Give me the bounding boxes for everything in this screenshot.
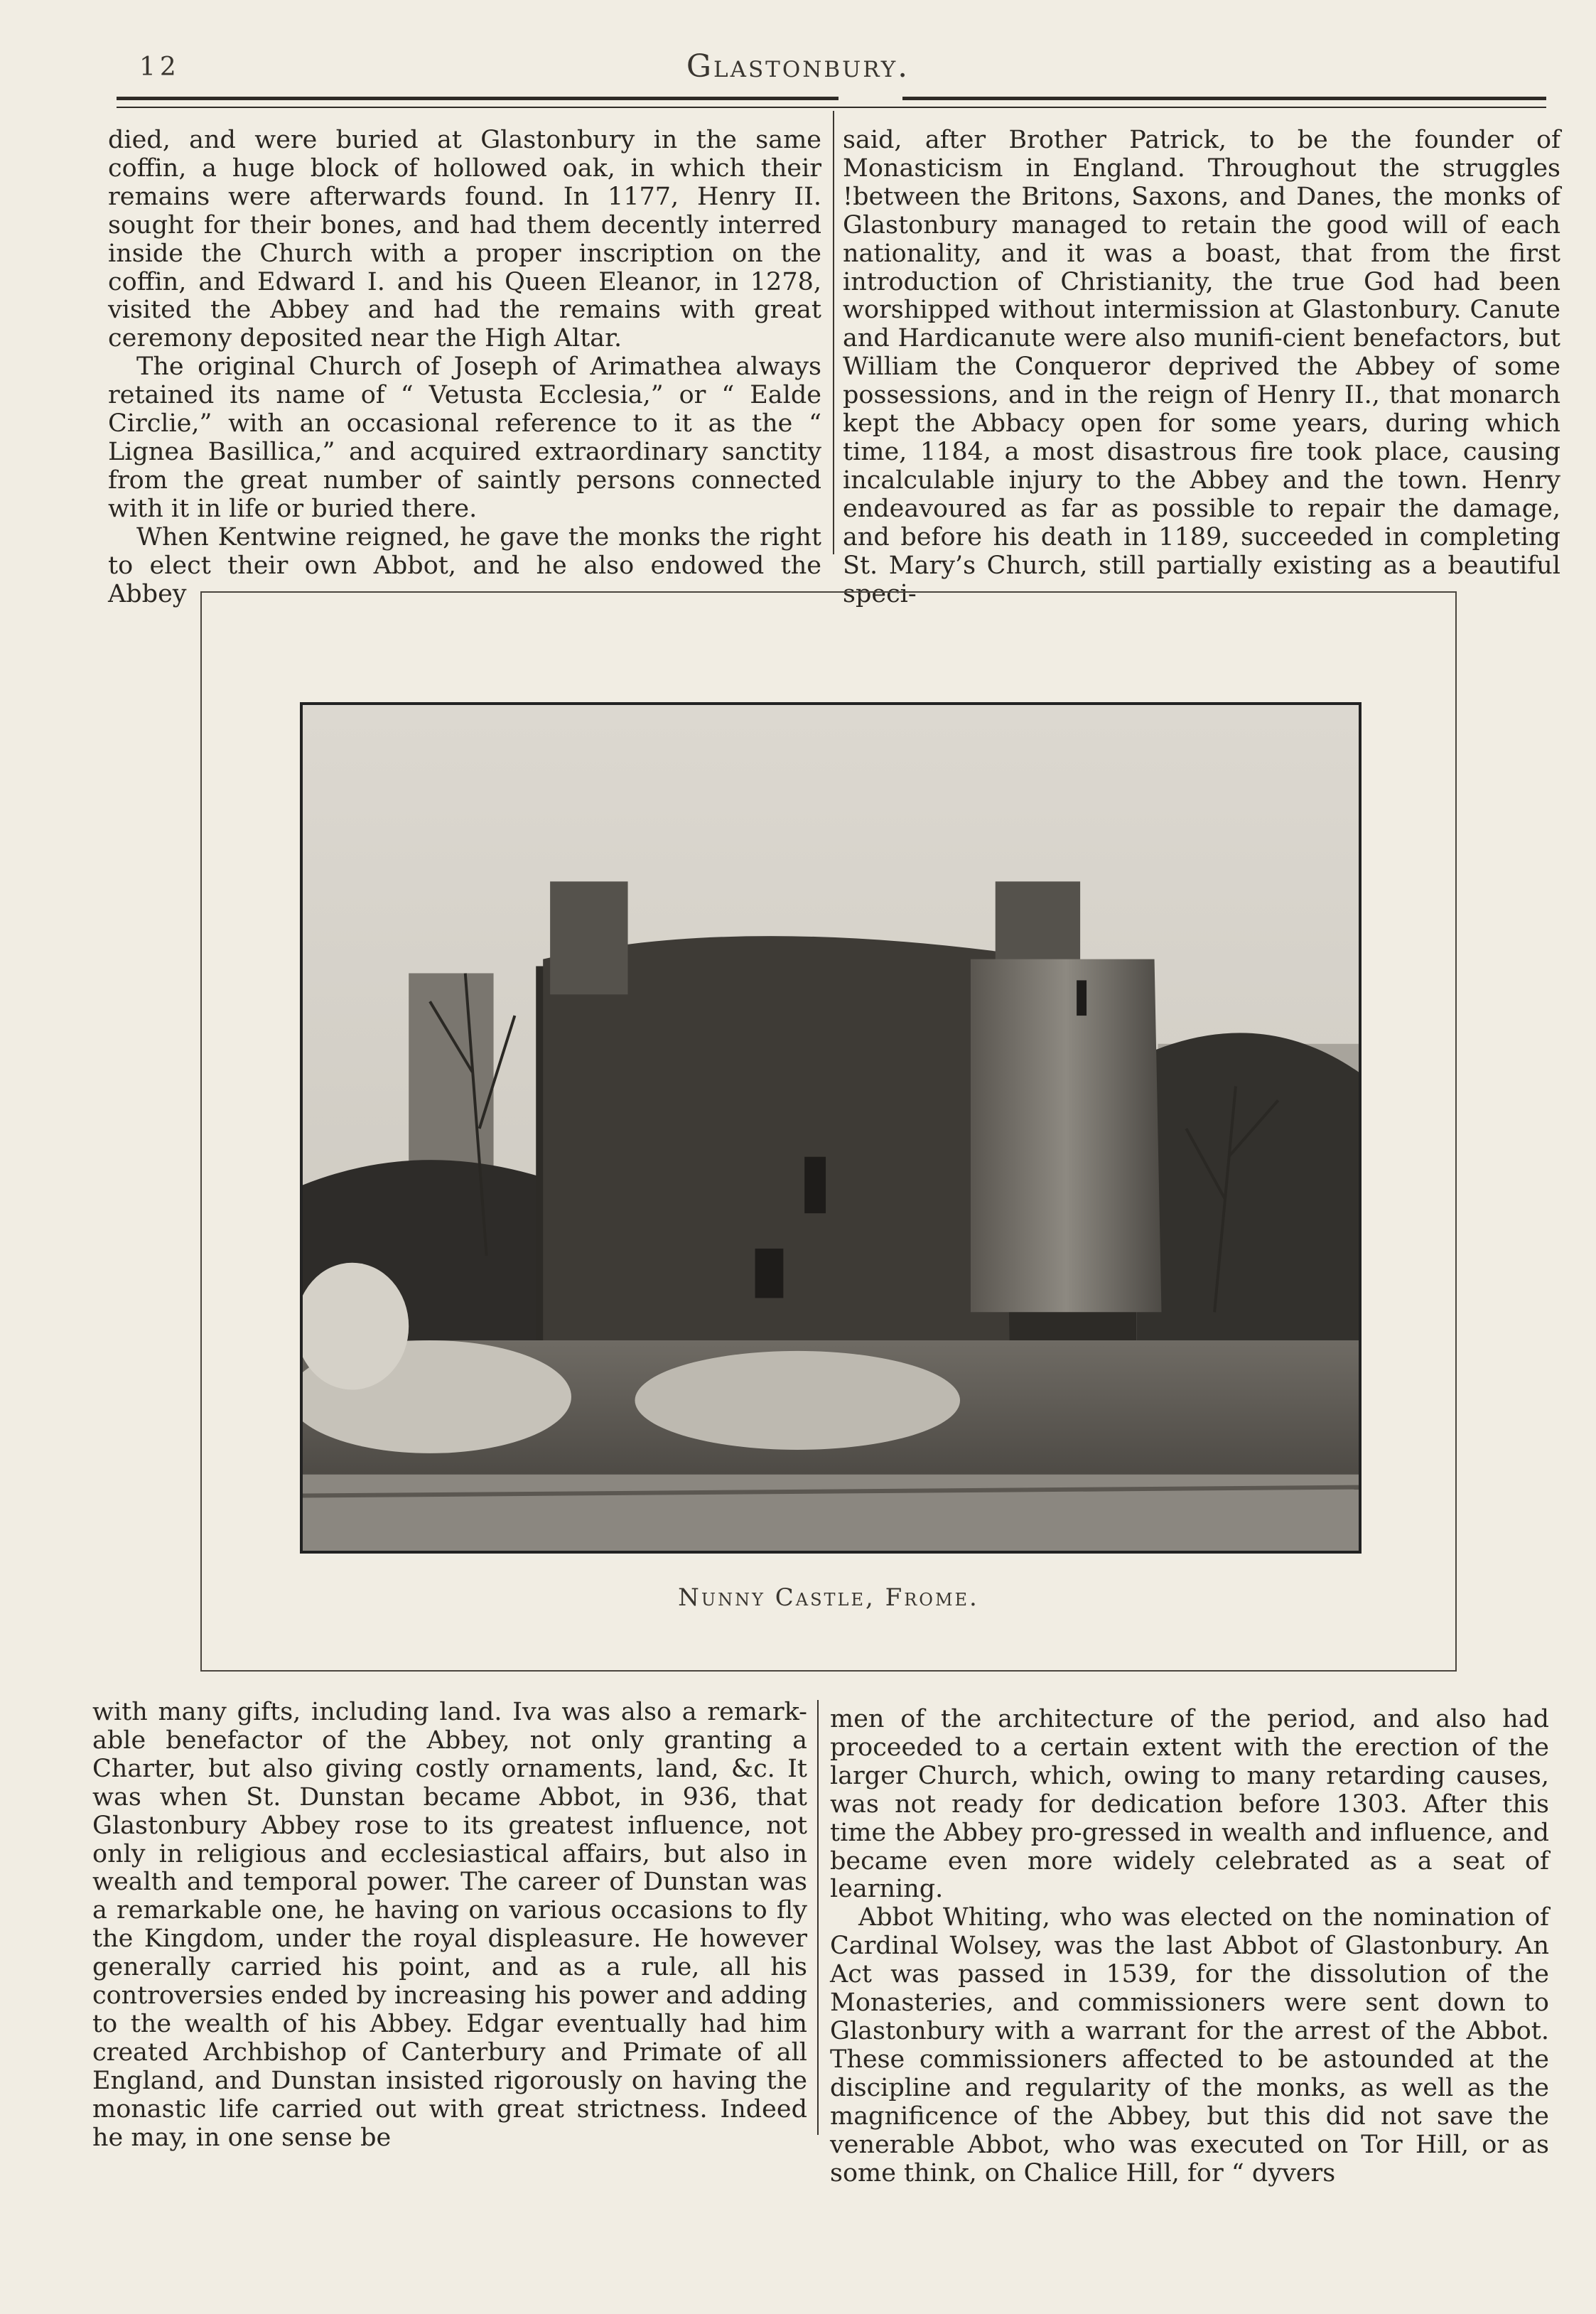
page-number: 12 — [139, 53, 180, 82]
bottom-column-divider — [817, 1700, 819, 2135]
paragraph: Abbot Whiting, who was elected on the nomination of Cardinal Wolsey, was the last Abbot of Glastonbury. An Act was passed in 1539, for the dissolution of the Monasteries, and commissioners were sent down to Glastonbury with a warrant for the arrest of the Abbot. These commissioners affected to be astounded at the discipline and regularity of the monks, as well as the magnificence of the Abbey, but this did not save the venerable Abbot, who was executed on Tor Hill, or as some think, on Chalice Hill, for “ dyvers — [830, 1903, 1549, 2187]
paragraph: men of the architecture of the period, and also had proceeded to a certain extent with the erection of the larger Church, which, owing to many retarding causes, was not ready for dedication before 1303. After this time the Abbey pro-gressed in wealth and influence, and became even more widely celebrated as a seat of learning. — [830, 1705, 1549, 1904]
figure-caption: Nunny Castle, Frome. — [678, 1583, 979, 1612]
top-left-column — [108, 127, 821, 608]
castle-photograph — [300, 702, 1362, 1554]
running-title: Glastonbury. — [686, 48, 910, 85]
top-column-divider — [833, 111, 834, 554]
paragraph: said, after Brother Patrick, to be the founder of Monasticism in England. Throughout the struggles !between the Britons, Saxons, and Danes, the monks of Glastonbury managed to retain the good will of each nationality, and it was a boast, that from the first introduction of Christianity, the true God had been worshipped without intermission at Glastonbury. Canute and Hardicanute were also munifi-cient benefactors, but William the Conqueror deprived the Abbey of some possessions, and in the reign of Henry II., that monarch kept the Abbacy open for some years, during which time, 1184, a most disastrous fire took place, causing incalculable injury to the Abbey and the town. Henry endeavoured as far as possible to repair the damage, and before his death in 1189, succeeded in completing St. Mary’s Church, still partially existing as a beautiful speci- — [843, 126, 1560, 608]
paragraph: with many gifts, including land. Iva was also a remark-able benefactor of the Abbey, not only granting a Charter, but also giving costly ornaments, land, &c. It was when St. Dunstan became Abbot, in 936, that Glastonbury Abbey rose to its greatest influence, not only in religious and ecclesiastical affairs, but also in wealth and temporal power. The career of Dunstan was a remarkable one, he having on various occasions to fly the Kingdom, under the royal displeasure. He however generally carried his point, and as a rule, all his controversies ended by increasing his power and adding to the wealth of his Abbey. Edgar eventually had him created Archbishop of Canterbury and Primate of all England, and Dunstan insisted rigorously on having the monastic life carried out with great strictness. Indeed he may, in one sense be — [92, 1698, 807, 2152]
bottom-right-column — [830, 1706, 1549, 2187]
castle-photo-illustration — [303, 705, 1359, 1551]
bottom-left-column — [92, 1699, 807, 2153]
paragraph: The original Church of Joseph of Arimathea always retained its name of “ Vetusta Ecclesia,” or “ Ealde Circlie,” with an occasional reference to it as the “ Lignea Basillica,” and acquired extraordinary sanctity from the great number of saintly persons connected with it in life or buried there. — [108, 353, 821, 523]
header-rule-left — [117, 97, 839, 100]
paragraph: When Kentwine reigned, he gave the monks the right to elect their own Abbot, and he also endowed the Abbey — [108, 522, 821, 608]
top-right-column — [843, 127, 1560, 608]
header-rule-right — [902, 97, 1546, 100]
header-rule-thin — [117, 107, 1546, 108]
paragraph: died, and were buried at Glastonbury in the same coffin, a huge block of hollowed oak, in which their remains were afterwards found. In 1177, Henry II. sought for their bones, and had them decently interred inside the Church with a proper inscription on the coffin, and Edward I. and his Queen Eleanor, in 1278, visited the Abbey and had the remains with great ceremony deposited near the High Altar. — [108, 126, 821, 353]
